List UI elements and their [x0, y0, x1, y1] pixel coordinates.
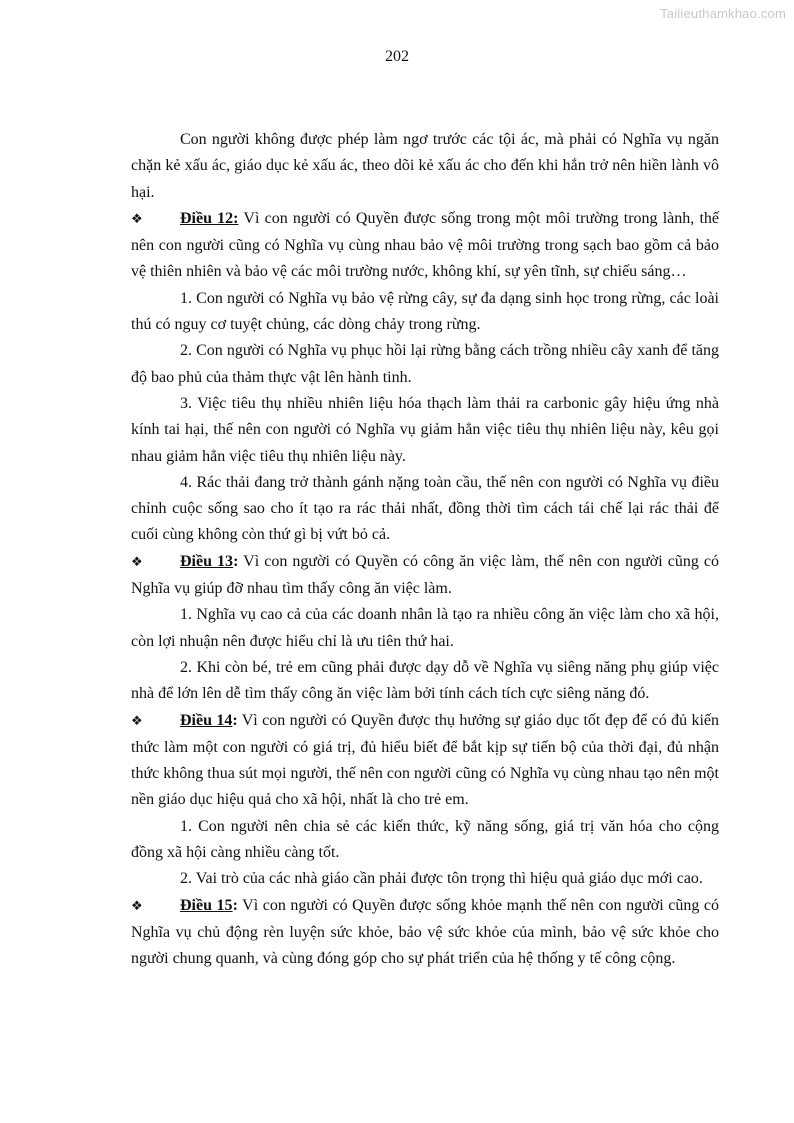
article-lead: [131, 206, 719, 286]
article-14: [131, 708, 719, 893]
diamond-bullet-icon: ❖: [131, 713, 143, 729]
article-13: [131, 549, 719, 708]
article-heading-colon: :: [233, 552, 239, 570]
article-12: [131, 206, 719, 549]
article-item: 1. Con người nên chia sẻ các kiến thức, kỹ năng sống, giá trị văn hóa cho cộng đồng xã hội càng nhiều càng tốt.: [131, 817, 719, 862]
article-text: Vì con người có Quyền có công ăn việc làm, thế nên con người cũng có Nghĩa vụ giúp đỡ nhau tìm thấy công ăn việc làm.: [131, 552, 720, 598]
article-item: 1. Nghĩa vụ cao cả của các doanh nhân là tạo ra nhiều công ăn việc làm cho xã hội, còn lợi nhuận nên được hiểu chỉ là ưu tiên thứ hai.: [131, 606, 719, 650]
article-item: 1. Con người có Nghĩa vụ bảo vệ rừng cây, sự đa dạng sinh học trong rừng, các loài thú có nguy cơ tuyệt chủng, các dòng chảy trong rừng.: [131, 289, 719, 334]
article-item: 2. Con người có Nghĩa vụ phục hồi lại rừng bằng cách trồng nhiều cây xanh để tăng độ bao phủ của thảm thực vật lên hành tinh.: [131, 342, 719, 386]
article-heading: Điều 15: [180, 896, 233, 914]
watermark: Tailieuthamkhao.com: [660, 6, 786, 21]
article-heading: Điều 14: [180, 711, 233, 729]
diamond-bullet-icon: ❖: [131, 554, 143, 570]
diamond-bullet-icon: ❖: [131, 898, 143, 914]
diamond-bullet-icon: ❖: [131, 211, 143, 227]
article-item: 4. Rác thải đang trở thành gánh nặng toàn cầu, thế nên con người có Nghĩa vụ điều chỉnh cuộc sống sao cho ít tạo ra rác thải nhất, đồng thời tìm cách tái chế lại rác thải để cuối cùng không còn thứ gì bị vứt bỏ cả.: [131, 473, 719, 544]
article-15: [131, 893, 719, 973]
article-lead: [131, 708, 719, 814]
article-item: 2. Vai trò của các nhà giáo cần phải được tôn trọng thì hiệu quả giáo dục mới cao.: [180, 870, 703, 888]
article-text: Vì con người có Quyền được sống trong một môi trường trong lành, thế nên con người cũng có Nghĩa vụ cùng nhau bảo vệ môi trường trong sạch bao gồm cả bảo vệ thiên nhiên và bảo vệ các môi trường nước, không khí, sự yên tĩnh, sự chiếu sáng…: [131, 209, 720, 281]
article-text: Vì con người có Quyền được thụ hưởng sự giáo dục tốt đẹp để có đủ kiến thức làm một con người có giá trị, đủ hiểu biết để bắt kịp sự tiến bộ của thời đại, đủ nhận thức không thua sút mọi người, thế nên con người cũng có Nghĩa vụ cùng nhau tạo nên một nền giáo dục hiệu quả cho xã hội, nhất là cho trẻ em.: [131, 711, 720, 809]
article-lead: [131, 549, 719, 603]
article-heading-colon: :: [232, 896, 238, 914]
page-number: 202: [385, 48, 409, 65]
article-heading: Điều 12:: [180, 209, 239, 227]
intro-paragraph: Con người không được phép làm ngơ trước các tội ác, mà phải có Nghĩa vụ ngăn chặn kẻ xấu ác, giáo dục kẻ xấu ác, theo dõi kẻ xấu ác cho đến khi hắn trở nên hiền lành vô hại.: [131, 131, 719, 201]
article-text: Vì con người có Quyền được sống khỏe mạnh thế nên con người cũng có Nghĩa vụ chủ động rèn luyện sức khỏe, bảo vệ sức khỏe của mình, bảo vệ sức khỏe cho người chung quanh, và cùng đóng góp cho sự phát triển của hệ thống y tế công cộng.: [131, 896, 719, 968]
document-body: [131, 127, 719, 973]
article-item: 2. Khi còn bé, trẻ em cũng phải được dạy dỗ về Nghĩa vụ siêng năng phụ giúp việc nhà để lớn lên dễ tìm thấy công ăn việc làm bởi tính cách tích cực siêng năng đó.: [131, 658, 719, 703]
article-heading-colon: :: [232, 711, 238, 729]
article-heading: Điều 13: [180, 552, 234, 570]
article-lead: [131, 893, 719, 973]
article-item: 3. Việc tiêu thụ nhiều nhiên liệu hóa thạch làm thải ra carbonic gây hiệu ứng nhà kính tai hại, thế nên con người có Nghĩa vụ giảm hẳn việc tiêu thụ nhiên liệu này, kêu gọi nhau giảm hẳn việc tiêu thụ nhiên liệu này.: [131, 394, 719, 465]
